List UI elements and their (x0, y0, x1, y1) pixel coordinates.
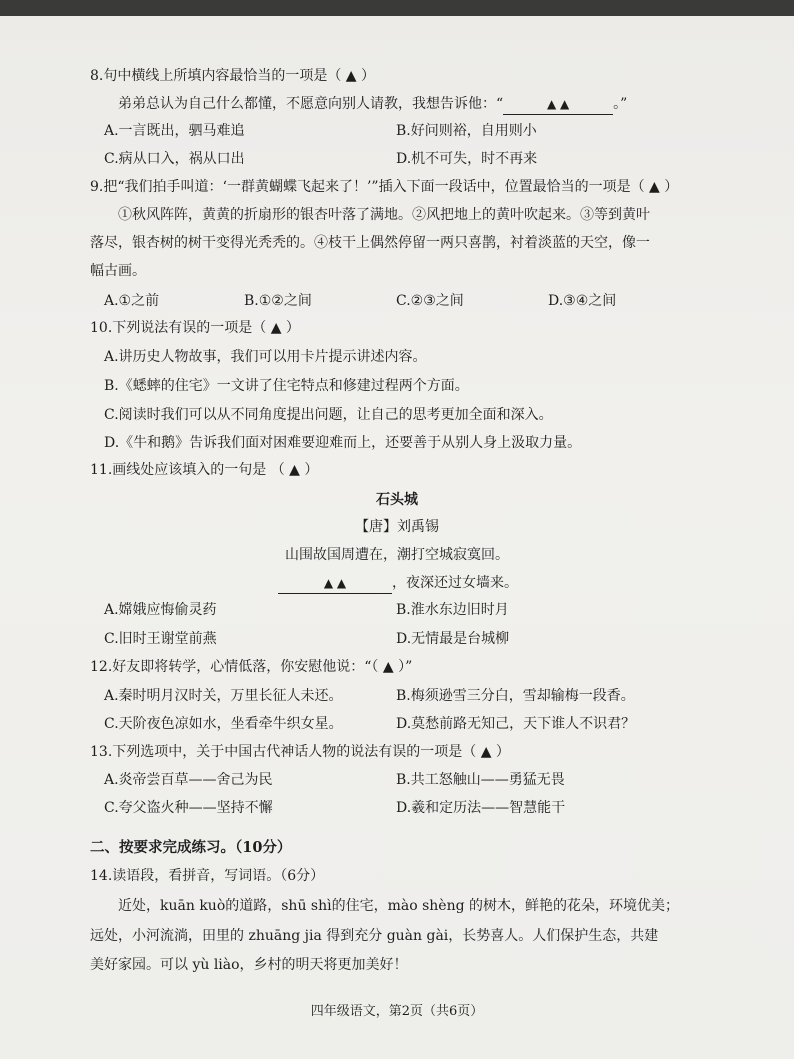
q13-stem: 13.下列选项中，关于中国古代神话人物的说法有误的一项是（ ▲ ） (90, 744, 510, 760)
q11-option-d[interactable]: D.无情最是台城柳 (396, 631, 510, 647)
q8-option-d[interactable]: D.机不可失，时不再来 (396, 151, 538, 167)
q13-option-c[interactable]: C.夸父盗火种——坚持不懈 (104, 800, 273, 816)
q14-passage-line: 远处，小河流淌，田里的 zhuāng jia 得到充分 guàn gài，长势喜人。人们保护生态，共建 (90, 928, 659, 944)
q12-option-a[interactable]: A.秦时明月汉时关，万里长征人未还。 (104, 688, 343, 704)
poem-line-2 (278, 573, 518, 594)
q10-option-b[interactable]: B.《蟋蟀的住宅》一文讲了住宅特点和修建过程两个方面。 (104, 378, 469, 394)
q10-option-a[interactable]: A.讲历史人物故事，我们可以用卡片提示讲述内容。 (104, 349, 427, 365)
poem-line-1: 山围故国周遭在，潮打空城寂寞回。 (285, 547, 509, 563)
q12-option-c[interactable]: C.天阶夜色凉如水，坐看牵牛织女星。 (104, 716, 343, 732)
photo-top-edge (0, 0, 794, 16)
q13-option-a[interactable]: A.炎帝尝百草——舍己为民 (104, 772, 273, 788)
poem-title: 石头城 (376, 492, 418, 508)
q13-option-b[interactable]: B.共工怒触山——勇猛无畏 (396, 772, 565, 788)
q14-passage-line: 近处，kuān kuò的道路，shū shì的住宅，mào shèng 的树木，鲜艳的花朵，环境优美； (118, 898, 680, 914)
page-footer: 四年级语文，第2页（共6页） (310, 1004, 484, 1019)
q11-stem: 11.画线处应该填入的一句是 （ ▲ ） (90, 462, 319, 478)
q10-option-d[interactable]: D.《牛和鹅》告诉我们面对困难要迎难而上，还要善于从别人身上汲取力量。 (104, 435, 582, 451)
q8-sentence-pre: 弟弟总认为自己什么都懂，不愿意向别人请教，我想告诉他：“ (118, 96, 504, 112)
section-2-heading: 二、按要求完成练习。（10分） (90, 839, 292, 856)
poem-blank: ▲ ▲ (278, 573, 392, 594)
q9-option-d[interactable]: D.③④之间 (548, 293, 617, 309)
q9-option-b[interactable]: B.①②之间 (244, 293, 312, 309)
q8-sentence (118, 94, 627, 115)
q11-option-c[interactable]: C.旧时王谢堂前燕 (104, 631, 217, 647)
q9-option-c[interactable]: C.②③之间 (396, 293, 464, 309)
q8-sentence-post: 。” (613, 96, 628, 112)
q14-passage-line: 美好家园。可以 yù liào，乡村的明天将更加美好！ (90, 957, 408, 973)
poem-line-2-post: ，夜深还过女墙来。 (392, 575, 518, 591)
q9-stem: 9.把“我们拍手叫道：‘一群黄蝴蝶飞起来了！’”插入下面一段话中，位置最恰当的一项是（ ▲ ） (90, 179, 679, 195)
q9-passage-line: ①秋风阵阵，黄黄的折扇形的银杏叶落了满地。②风把地上的黄叶吹起来。③等到黄叶 (118, 207, 650, 223)
poem-author: 【唐】刘禹锡 (355, 519, 439, 535)
q12-stem: 12.好友即将转学，心情低落，你安慰他说：“（ ▲ ）” (90, 659, 413, 675)
q8-option-a[interactable]: A.一言既出，驷马难追 (104, 123, 245, 139)
q9-passage-line: 落尽，银杏树的树干变得光秃秃的。④枝干上偶然停留一两只喜鹊，衬着淡蓝的天空，像一 (90, 235, 650, 251)
q8-option-b[interactable]: B.好问则裕，自用则小 (396, 123, 537, 139)
q9-passage-line: 幅古画。 (90, 263, 146, 279)
q10-stem: 10.下列说法有误的一项是（ ▲ ） (90, 320, 300, 336)
q11-option-a[interactable]: A.嫦娥应悔偷灵药 (104, 602, 217, 618)
q10-option-c[interactable]: C.阅读时我们可以从不同角度提出问题，让自己的思考更加全面和深入。 (104, 407, 553, 423)
q8-option-c[interactable]: C.病从口入，祸从口出 (104, 151, 245, 167)
q9-option-a[interactable]: A.①之前 (104, 293, 160, 309)
q14-stem: 14.读语段，看拼音，写词语。（6分） (90, 868, 325, 884)
q13-option-d[interactable]: D.羲和定历法——智慧能干 (396, 800, 566, 816)
q12-option-b[interactable]: B.梅须逊雪三分白，雪却输梅一段香。 (396, 688, 635, 704)
q8-blank: ▲ ▲ (503, 94, 613, 115)
q12-option-d[interactable]: D.莫愁前路无知己，天下谁人不识君？ (396, 716, 636, 732)
q8-stem: 8.句中横线上所填内容最恰当的一项是（ ▲ ） (90, 68, 376, 84)
q11-option-b[interactable]: B.淮水东边旧时月 (396, 602, 509, 618)
